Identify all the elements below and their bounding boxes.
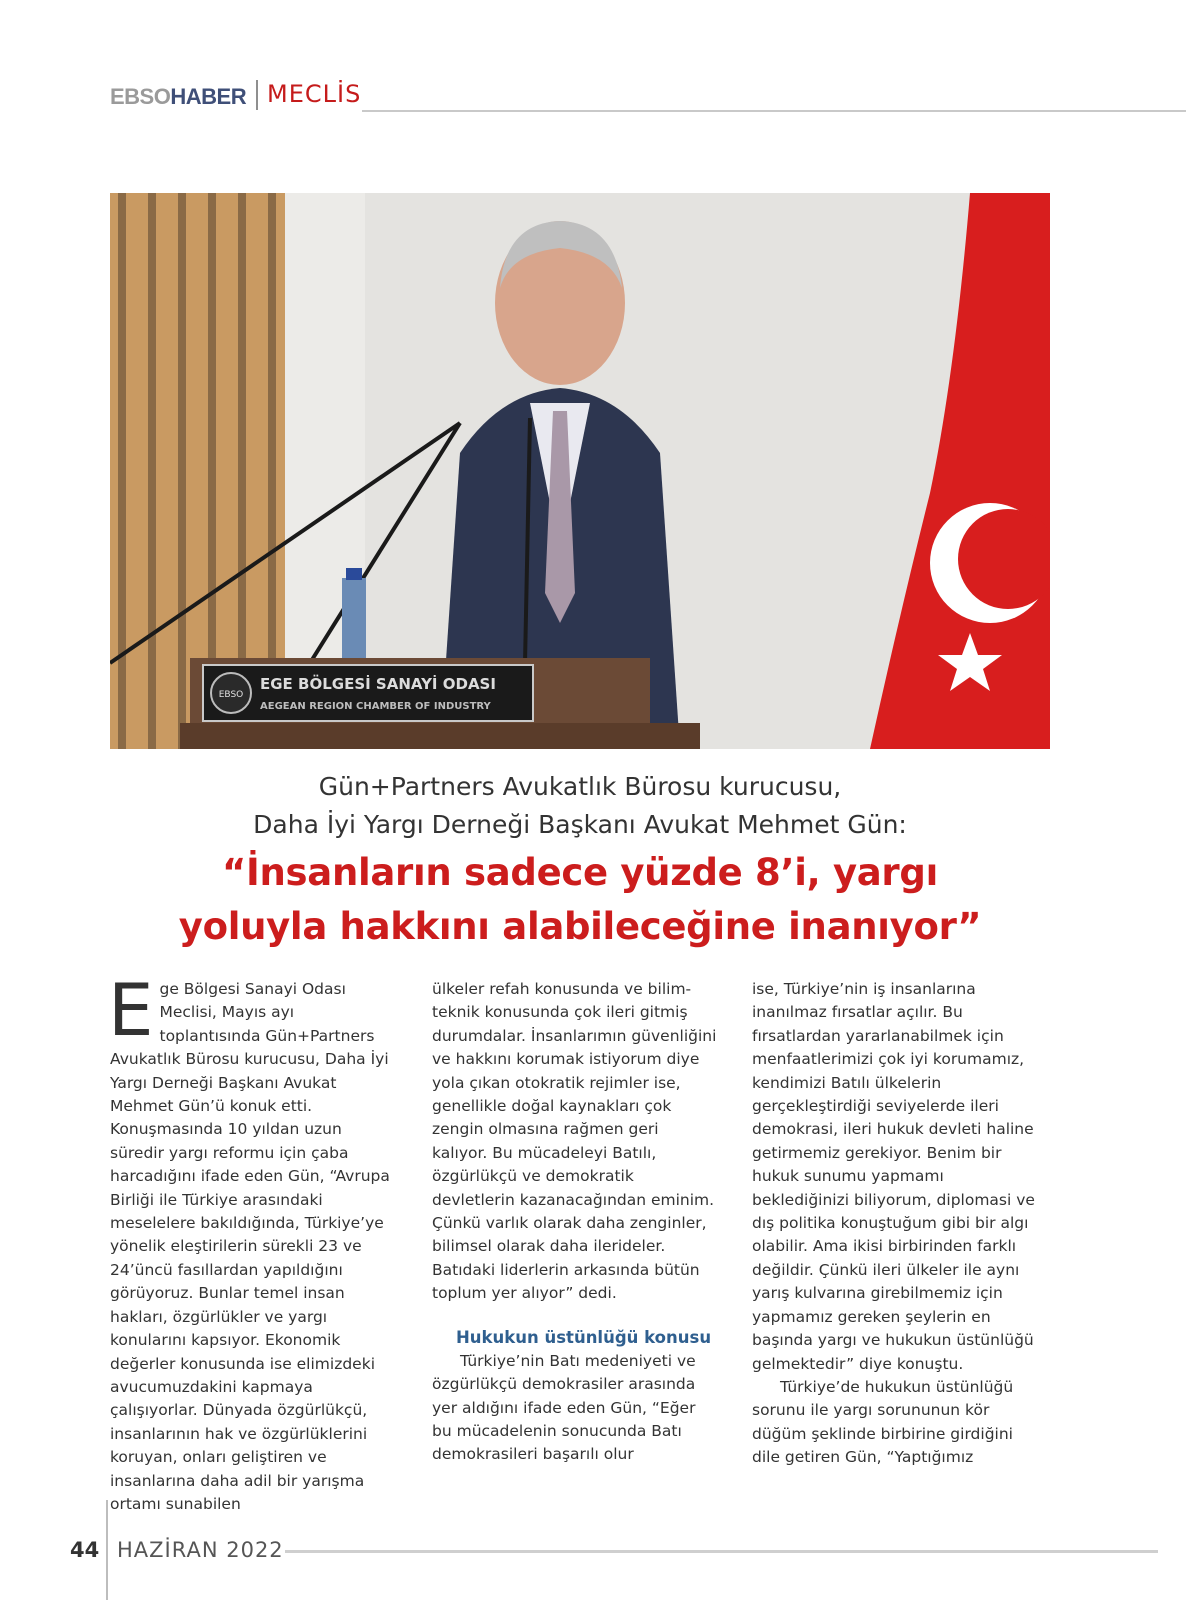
headline-line-1: “İnsanların sadece yüzde 8’i, yargı: [222, 851, 938, 894]
article-column-2: [432, 978, 717, 1467]
headline-line-2: yoluyla hakkını alabileceğine inanıyor”: [178, 905, 982, 948]
podium-text-tr: EGE BÖLGESİ SANAYİ ODASI: [260, 675, 496, 693]
article-column-1: [108, 968, 395, 1516]
header-divider: [256, 80, 258, 110]
footer-rule: [285, 1550, 1158, 1553]
article-paragraph: Türkiye’de hukukun üstünlüğü sorunu ile yargı sorununun kör düğüm şeklinde birbirine girdiğini dile getiren Gün, “Yaptığımız: [752, 1377, 1014, 1467]
subtitle-line-2: Daha İyi Yargı Derneği Başkanı Avukat Mehmet Gün:: [253, 810, 907, 839]
article-paragraph: [108, 968, 395, 1516]
page-header: [110, 78, 1157, 114]
subtitle-line-1: Gün+Partners Avukatlık Bürosu kurucusu,: [318, 772, 842, 801]
podium-text-en: AEGEAN REGION CHAMBER OF INDUSTRY: [260, 701, 491, 712]
speaker-photo: [110, 193, 1050, 749]
logo-ebso: EBSO: [110, 84, 171, 109]
article-paragraph: ise, Türkiye’nin iş insanlarına inanılmaz fırsatlar açılır. Bu fırsatlardan yararlanabilmek için menfaatlerimizi çok iyi korumamız, kendimizi Batılı ülkelerin gerçekleştirdiği seviyelerde ileri demokrasi, ileri hukuk devleti haline getirmemiz gerekiyor. Benim bir hukuk sunumu yapmamı beklediğinizi biliyorum, diplomasi ve dış politika konuştuğum gibi bir algı olabilir. Ama ikisi birbirinden farklı değildir. Çünkü ileri ülkeler ile aynı yarış kulvarına girebilmemiz için yapmamız gereken şeylerin en başında yargı ve hukukun üstünlüğü gelmektedir” diye konuştu.: [752, 980, 1035, 1373]
logo-haber: HABER: [170, 84, 247, 109]
article-paragraph: Türkiye’nin Batı medeniyeti ve özgürlükçü demokrasiler arasında yer aldığını ifade eden Gün, “Eğer bu mücadelenin sonucunda Batı demokrasileri başarılı olur: [432, 1351, 696, 1464]
paragraph-text: ge Bölgesi Sanayi Odası Meclisi, Mayıs ayı toplantısında Gün+Partners Avukatlık Bürosu kurucusu, Daha İyi Yargı Derneği Başkanı Avukat Mehmet Gün’ü konuk etti. Konuşmasında 10 yıldan uzun süredir yargı reformu için çaba harcadığını ifade eden Gün, “Avrupa Birliği ile Türkiye arasındaki meselelere bakıldığında, Türkiye’ye yönelik eleştirilerin sürekli 23 ve 24’üncü fasıllardan yapıldığını görüyoruz. Bunlar temel insan hakları, özgürlükler ve yargı konularını kapsıyor. Ekonomik değerler konusunda ise elimizdeki avucumuzdakini kapmaya çalışıyorlar. Dünyada özgürlükçü, insanlarının hak ve özgürlüklerini koruyan, onları geliştiren ve insanlarına daha adil bir yarışma ortamı sunabilen: [110, 980, 390, 1513]
section-label: MECLİS: [267, 80, 362, 108]
article-subtitle: [110, 768, 1050, 844]
page-number: 44: [70, 1538, 100, 1562]
header-rule: [362, 110, 1186, 112]
section-subheading: Hukukun üstünlüğü konusu: [456, 1327, 712, 1347]
podium-logo: EBSO: [218, 690, 244, 700]
article-headline: [60, 846, 1100, 954]
article-paragraph: ülkeler refah konusunda ve bilim-teknik konusunda çok ileri gitmiş durumdalar. İnsanlarımın güvenliğini ve hakkını korumak istiyorum diye yola çıkan otokratik rejimler ise, genellikle doğal kaynakları çok zengin olmasına rağmen geri kalıyor. Bu mücadeleyi Batılı, özgürlükçü ve demokratik devletlerin kazanacağından eminim. Çünkü varlık olarak daha zenginler, bilimsel olarak daha ilerideler. Batıdaki liderlerin arkasında bütün toplum yer alıyor” dedi.: [432, 980, 717, 1303]
drop-cap: E: [108, 968, 154, 1052]
footer-divider: [106, 1500, 108, 1600]
article-column-3: [752, 978, 1037, 1470]
ebso-haber-logo: [110, 84, 246, 110]
issue-date: HAZİRAN 2022: [117, 1538, 284, 1562]
